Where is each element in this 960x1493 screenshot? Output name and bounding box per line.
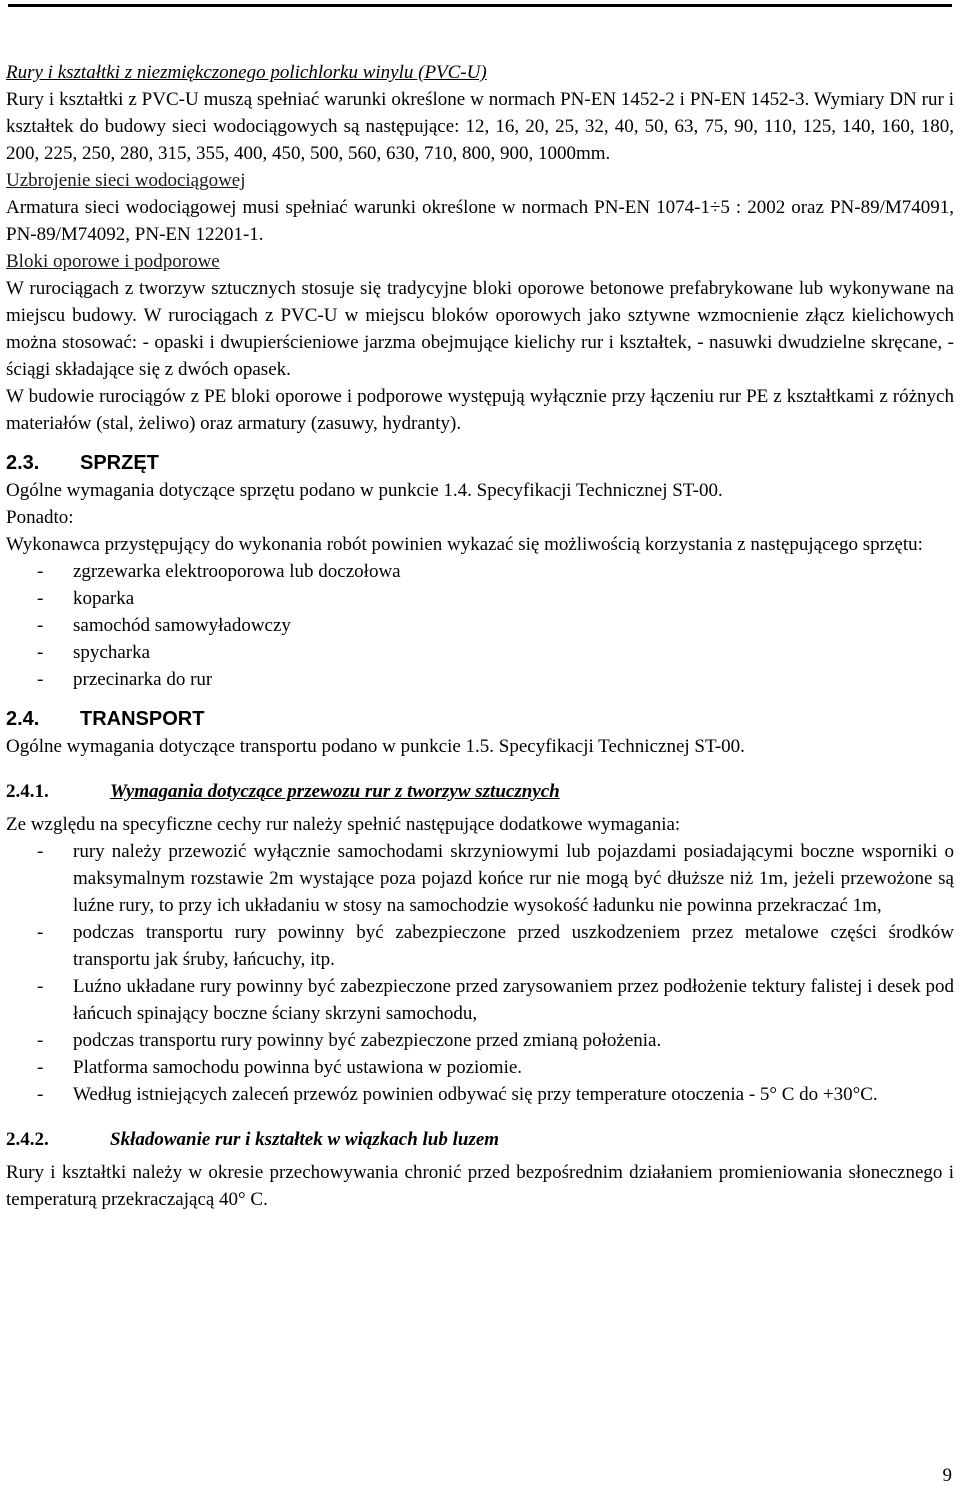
- sprzet-text-1: Ogólne wymagania dotyczące sprzętu podano w punkcie 1.4. Specyfikacji Technicznej ST-00.: [6, 480, 723, 501]
- sprzet-text-2: Ponadto:: [6, 507, 74, 528]
- przewoz-number: 2.4.1.: [6, 781, 49, 802]
- skladowanie-text: Rury i kształtki należy w okresie przechowywania chronić przed bezpośrednim działaniem promieniowania słonecznego i temperaturą przekraczającą 40° C.: [6, 1162, 954, 1210]
- pvc-heading: Rury i kształtki z niezmiękczonego polichlorku winylu (PVC-U): [6, 62, 487, 83]
- list-item: - zgrzewarka elektrooporowa lub doczołowa: [37, 561, 401, 582]
- list-item: - koparka: [37, 588, 135, 609]
- list-item: - podczas transportu rury powinny być zabezpieczone przed uszkodzeniem przez metalowe części środków transportu jak śruby, łańcuchy, itp.: [37, 922, 954, 970]
- uzbrojenie-text: Armatura sieci wodociągowej musi spełniać warunki określone w normach PN-EN 1074-1÷5 : 2002 oraz PN-89/M74091, PN-89/M74092, PN-EN 12201-1.: [6, 197, 954, 245]
- list-item: - Luźno układane rury powinny być zabezpieczone przed zarysowaniem przez podłożenie tektury falistej i desek pod łańcuch spinający boczne ściany skrzyni samochodu,: [37, 976, 954, 1024]
- bloki-text-1: W rurociągach z tworzyw sztucznych stosuje się tradycyjne bloki oporowe betonowe prefabrykowane lub wykonywane na miejscu budowy. W rurociągach z PVC-U w miejscu bloków oporowych jako sztywne wzmocnienie złącz kielichowych można stosować: - opaski i dwupierścieniowe jarzma obejmujące kielichy rur i kształtek, - nasuwki dwudzielne skręcane, - ściągi składające się z dwóch opasek.: [6, 278, 954, 380]
- skladowanie-heading: [6, 1126, 954, 1153]
- transport-heading: [6, 705, 954, 733]
- skladowanie-title: Składowanie rur i kształtek w wiązkach lub luzem: [110, 1129, 500, 1150]
- sprzet-title: SPRZĘT: [80, 452, 159, 474]
- transport-text: Ogólne wymagania dotyczące transportu podano w punkcie 1.5. Specyfikacji Technicznej ST-00.: [6, 736, 745, 757]
- skladowanie-number: 2.4.2.: [6, 1129, 49, 1150]
- pvc-text: Rury i kształtki z PVC-U muszą spełniać warunki określone w normach PN-EN 1452-2 i PN-EN 1452-3. Wymiary DN rur i kształtek do budowy sieci wodociągowych są następujące: 12, 16, 20, 25, 32, 40, 50, 63, 75, 90, 110, 125, 140, 160, 180, 200, 225, 250, 280, 315, 355, 400, 450, 500, 560, 630, 710, 800, 900, 1000mm.: [6, 89, 954, 164]
- transport-title: TRANSPORT: [80, 708, 205, 730]
- sprzet-number: 2.3.: [6, 452, 40, 474]
- uzbrojenie-heading: Uzbrojenie sieci wodociągowej: [6, 170, 246, 191]
- transport-number: 2.4.: [6, 708, 40, 730]
- list-item: - Platforma samochodu powinna być ustawiona w poziomie.: [37, 1057, 523, 1078]
- sprzet-text-3: Wykonawca przystępujący do wykonania robót powinien wykazać się możliwością korzystania z następującego sprzętu:: [6, 534, 923, 555]
- sprzet-heading: [6, 449, 954, 477]
- document-page: [6, 59, 954, 1213]
- list-item: - przecinarka do rur: [37, 669, 213, 690]
- top-rule: [8, 4, 952, 7]
- list-item: - rury należy przewozić wyłącznie samochodami skrzyniowymi lub pojazdami posiadającymi boczne wsporniki o maksymalnym rozstawie 2m wystające poza pojazd końce rur nie mogą być dłuższe niż 1m, jeżeli przewożone są luźne rury, to przy ich układaniu w stosy na samochodzie wysokość ładunku nie powinna przekraczać 1m,: [37, 841, 954, 916]
- przewoz-heading: [6, 778, 954, 805]
- page-number: 9: [942, 1465, 952, 1486]
- przewoz-intro: Ze względu na specyficzne cechy rur należy spełnić następujące dodatkowe wymagania:: [6, 814, 681, 835]
- list-item: - podczas transportu rury powinny być zabezpieczone przed zmianą położenia.: [37, 1030, 662, 1051]
- list-item: - spycharka: [37, 642, 151, 663]
- list-item: - samochód samowyładowczy: [37, 615, 291, 636]
- bloki-text-2: W budowie rurociągów z PE bloki oporowe i podporowe występują wyłącznie przy łączeniu rur PE z kształtkami z różnych materiałów (stal, żeliwo) oraz armatury (zasuwy, hydranty).: [6, 386, 954, 434]
- sprzet-list: [6, 558, 954, 693]
- bloki-heading: Bloki oporowe i podporowe: [6, 251, 220, 272]
- przewoz-list: [6, 838, 954, 1108]
- list-item: - Według istniejących zaleceń przewóz powinien odbywać się przy temperature otoczenia - 5° C do +30°C.: [37, 1084, 878, 1105]
- przewoz-title: Wymagania dotyczące przewozu rur z tworzyw sztucznych: [110, 781, 560, 802]
